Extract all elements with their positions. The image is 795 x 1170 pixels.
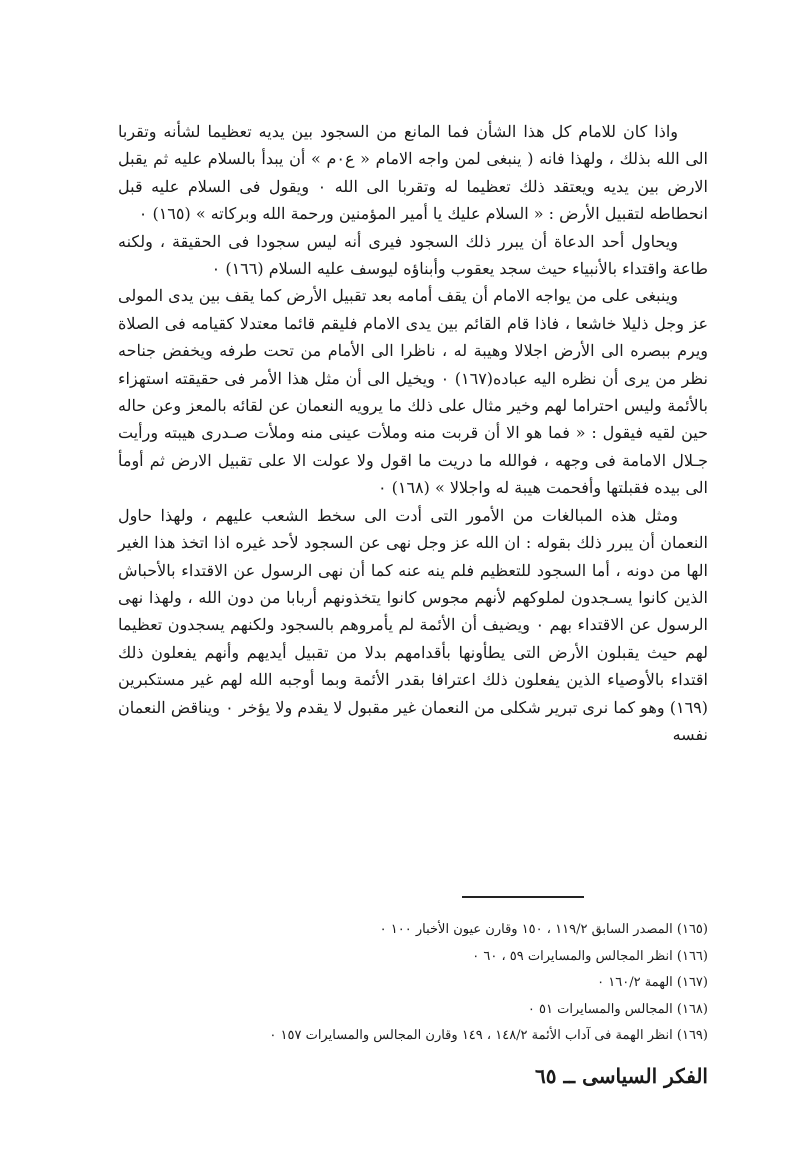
footnote-165: (١٦٥) المصدر السابق ١١٩/٢ ، ١٥٠ وقارن عيون الأخبار ١٠٠ ٠ [379, 922, 708, 937]
paragraph-2: ويحاول أحد الدعاة أن يبرر ذلك السجود فيرى أنه ليس سجودا فى الحقيقة ، ولكنه طاعة واقتداء بالأنبياء حيث سجد يعقوب وأبناؤه ليوسف عليه السلام (١٦٦) ٠ [118, 231, 708, 279]
paragraph-1: واذا كان للامام كل هذا الشأن فما المانع من السجود بين يديه تعظيما لشأنه وتقربا الى الله بذلك ، ولهذا فانه ( ينبغى لمن واجه الامام « ع٠م » أن يبدأ بالسلام عليه ثم يقبل الارض بين يديه ويعتقد ذلك تعظيما له وتقربا الى الله ٠ ويقول فى السلام عليه قبل انحطاطه لتقبيل الأرض : « السلام عليك يا أمير المؤمنين ورحمة الله وبركاته » (١٦٥) ٠ [118, 122, 709, 224]
footnote-169: (١٦٩) انظر الهمة فى آداب الأئمة ١٤٨/٢ ، ١٤٩ وقارن المجالس والمسايرات ١٥٧ ٠ [269, 1028, 708, 1043]
footnote-167: (١٦٧) الهمة ١٦٠/٢ ٠ [597, 975, 708, 990]
running-footer: الفكر السياسى ــ ٦٥ [535, 1064, 708, 1088]
footnote-166: (١٦٦) انظر المجالس والمسايرات ٥٩ ، ٦٠ ٠ [472, 948, 708, 964]
main-text [118, 118, 708, 748]
footnotes [118, 917, 708, 1050]
paragraph-4: ومثل هذه المبالغات من الأمور التى أدت الى سخط الشعب عليهم ، ولهذا حاول النعمان أن يبرر ذلك بقوله : ان الله عز وجل نهى عن السجود لأحد غيره اذا اتخذ هذا الغير الها من دونه ، أما السجود للتعظيم فلم ينه عنه كما أن نهى الرسول عن الاقتداء بالأحباش الذين كانوا يسـجدون لملوكهم لأنهم مجوس كانوا يتخذونهم أربابا من دون الله ، ولهذا نهى الرسول عن الاقتداء بهم ٠ ويضيف أن الأئمة لم يأمروهم بالسجود ولكنهم يسجدون تعظيما لهم حيث يقبلون الأرض التى يطأونها بأقدامهم بدلا من تقبيل أيديهم وأنهم يفعلون ذلك اقتداء بالأوصياء الذين يفعلون ذلك اعترافا بقدر الأئمة وبما أوجبه الله لهم غير مستكبرين (١٦٩) وهو كما نرى تبرير شكلى من النعمان غير مقبول لا يقدم ولا يؤخر ٠ ويناقض النعمان نفسه [118, 505, 709, 744]
footnote-168: (١٦٨) المجالس والمسايرات ٥١ ٠ [527, 1001, 708, 1017]
paragraph-3: وينبغى على من يواجه الامام أن يقف أمامه بعد تقبيل الأرض كما يقف بين يدى المولى عز وجل ذليلا خاشعا ، فاذا قام القائم بين يدى الامام فليقم قائما معتدلا كقيامه فى الصلاة ويرم ببصره الى الأرض اجلالا وهيبة له ، ناظرا الى الأمام من تحت طرفه ويخفض جناحه نظر من يرى أن نظره اليه عباده(١٦٧) ٠ ويخيل الى أن مثل هذا الأمر فى حقيقته استهزاء بالأئمة وليس احتراما لهم وخير مثال على ذلك ما يرويه النعمان عن لقائه بالمعز وعن حاله حين لقيه فيقول : « فما هو الا أن قربت منه وملأت عينى منه وملأت صـدرى هيبته ورأيت جـلال الامامة فى وجهه ، فوالله ما دريت ما اقول ولا عولت الا على تقبيل الارض ثم أومأ الى بيده فقبلتها وأفحمت هيبة له واجلالا » (١٦٨) ٠ [118, 286, 709, 498]
footnote-separator [462, 896, 584, 898]
